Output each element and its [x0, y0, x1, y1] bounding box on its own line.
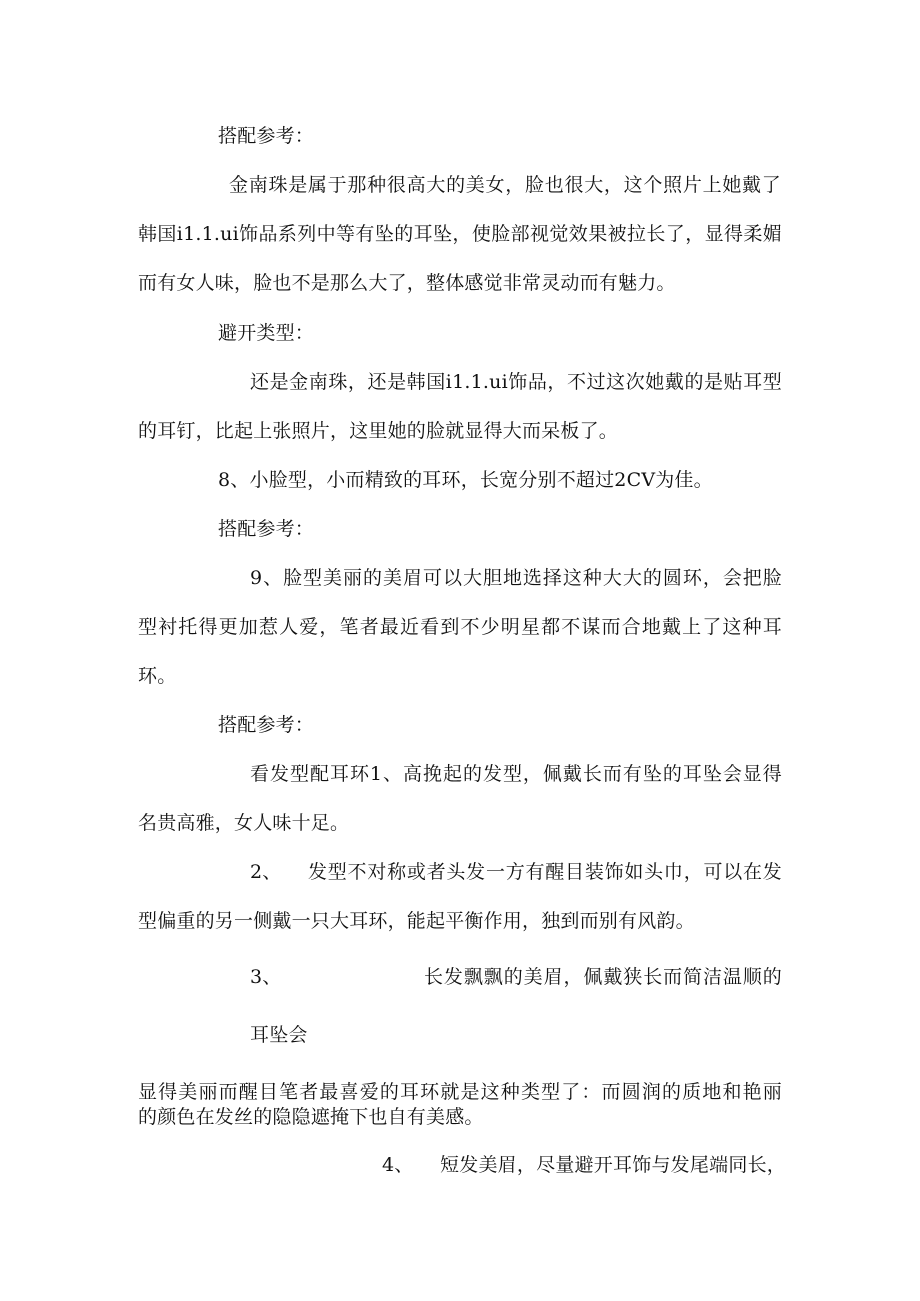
paragraph-line: 短发美眉，尽量避开耳饰与发尾端同长， — [440, 1154, 786, 1176]
paragraph-line: 名贵高雅，女人味十足。 — [138, 812, 350, 834]
paragraph-line: 8、小脸型，小而精致的耳环，长宽分别不超过2CV为佳。 — [218, 469, 713, 491]
heading-match-reference-2: 搭配参考： — [218, 518, 315, 540]
heading-match-reference-1: 搭配参考： — [218, 125, 315, 147]
paragraph-line: 而有女人味，脸也不是那么大了，整体感觉非常灵动而有魅力。 — [138, 272, 676, 294]
paragraph-line: 韩国i1.1.ui饰品系列中等有坠的耳坠，使脸部视觉效果被拉长了，显得柔媚 — [138, 223, 782, 245]
paragraph-line: 显得美丽而醒目笔者最喜爱的耳环就是这种类型了：而圆润的质地和艳丽 — [138, 1081, 782, 1103]
list-number-4: 4、 — [382, 1154, 414, 1176]
paragraph-line: 看发型配耳环1、高挽起的发型，佩戴长而有坠的耳坠会显得 — [250, 763, 782, 785]
paragraph-line: 的耳钉，比起上张照片，这里她的脸就显得大而呆板了。 — [138, 420, 619, 442]
paragraph-line: 长发飘飘的美眉，佩戴狭长而简洁温顺的 — [424, 966, 782, 988]
paragraph-line: 的颜色在发丝的隐隐遮掩下也自有美感。 — [138, 1106, 484, 1128]
paragraph-line: 型衬托得更加惹人爱，笔者最近看到不少明星都不谋而合地戴上了这种耳 — [138, 616, 782, 638]
paragraph-line: 还是金南珠，还是韩国i1.1.ui饰品，不过这次她戴的是贴耳型 — [250, 371, 782, 393]
heading-match-reference-3: 搭配参考： — [218, 714, 315, 736]
list-number-3: 3、 — [250, 966, 282, 988]
paragraph-line: 耳坠会 — [250, 1024, 308, 1046]
heading-avoid-type: 避开类型： — [218, 322, 315, 344]
paragraph-line: 发型不对称或者头发一方有醒目装饰如头巾，可以在发 — [308, 861, 782, 883]
paragraph-line: 环。 — [138, 665, 177, 687]
paragraph-line: 金南珠是属于那种很高大的美女，脸也很大，这个照片上她戴了 — [229, 174, 781, 196]
list-number-2: 2、 — [250, 861, 282, 883]
paragraph-line: 型偏重的另一侧戴一只大耳环，能起平衡作用，独到而别有风韵。 — [138, 910, 695, 932]
paragraph-line: 9、脸型美丽的美眉可以大胆地选择这种大大的圆环，会把脸 — [250, 567, 782, 589]
